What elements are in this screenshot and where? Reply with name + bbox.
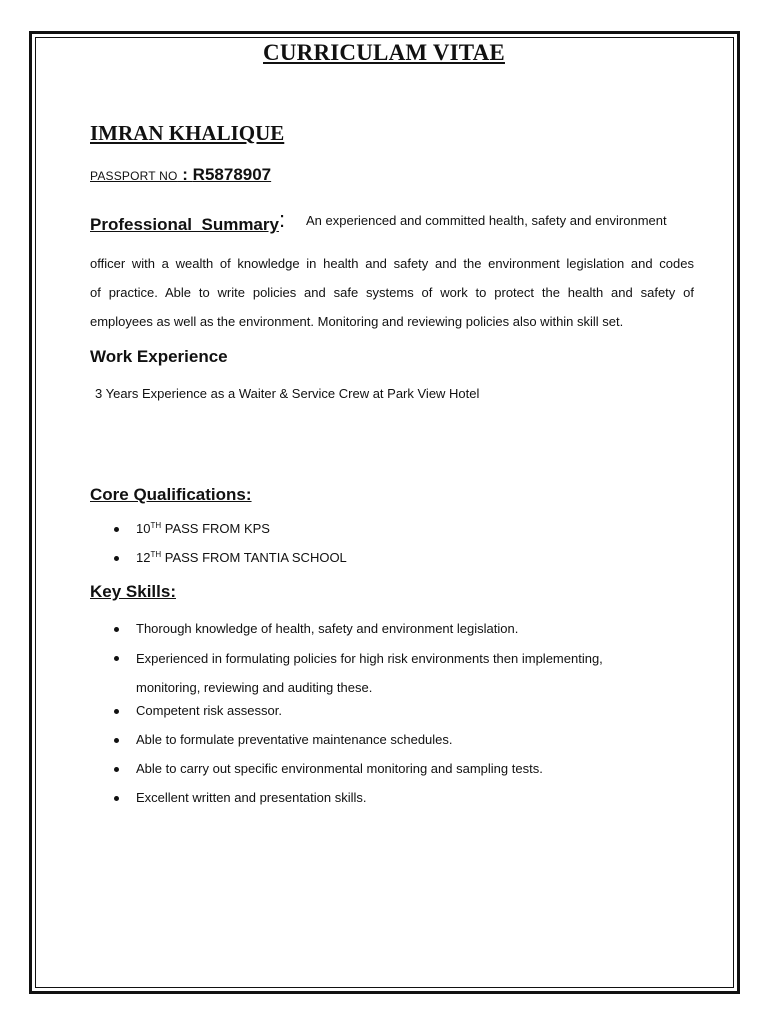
list-item xyxy=(90,520,347,549)
passport-separator: : xyxy=(177,165,193,184)
document-title: CURRICULAM VITAE xyxy=(263,40,505,65)
qualification-text: PASS FROM KPS xyxy=(161,521,270,536)
key-skills-heading: Key Skills: xyxy=(90,582,176,601)
candidate-name: IMRAN KHALIQUE xyxy=(90,121,285,145)
summary-text-line-2: officer with a wealth of knowledge in health and safety and the environment legislation and codes xyxy=(90,256,694,271)
summary-heading: Professional Summary xyxy=(90,215,279,234)
list-item: Competent risk assessor. xyxy=(90,702,656,731)
passport-line xyxy=(90,165,271,185)
list-item: Excellent written and presentation skills. xyxy=(90,789,656,818)
summary-colon: : xyxy=(278,207,286,232)
key-skills-list xyxy=(90,620,656,818)
qualifications-list xyxy=(90,520,347,578)
summary-heading-line xyxy=(90,207,286,236)
list-item xyxy=(90,549,347,578)
list-item: Able to carry out specific environmental monitoring and sampling tests. xyxy=(90,760,656,789)
work-experience-entry: 3 Years Experience as a Waiter & Service Crew at Park View Hotel xyxy=(95,386,480,401)
list-item: Able to formulate preventative maintenance schedules. xyxy=(90,731,656,760)
qualification-suffix: TH xyxy=(150,521,162,530)
work-experience-heading: Work Experience xyxy=(90,347,228,366)
passport-number: R5878907 xyxy=(192,165,272,184)
passport-label: PASSPORT NO xyxy=(90,169,178,183)
summary-text-line-1: An experienced and committed health, safety and environment xyxy=(306,213,667,228)
qualification-number: 10 xyxy=(136,521,151,536)
summary-text-line-3: of practice. Able to write policies and safe systems of work to protect the health and safety of xyxy=(90,285,694,300)
list-item: Thorough knowledge of health, safety and environment legislation. xyxy=(90,620,656,649)
qualification-number: 12 xyxy=(136,550,151,565)
qualification-text: PASS FROM TANTIA SCHOOL xyxy=(161,550,347,565)
qualification-suffix: TH xyxy=(150,550,162,559)
qualifications-heading: Core Qualifications: xyxy=(90,485,252,504)
list-item: Experienced in formulating policies for high risk environments then implementing, monitoring, reviewing and auditing these. xyxy=(90,644,656,702)
summary-text-line-4: employees as well as the environment. Monitoring and reviewing policies also within skill set. xyxy=(90,314,624,329)
